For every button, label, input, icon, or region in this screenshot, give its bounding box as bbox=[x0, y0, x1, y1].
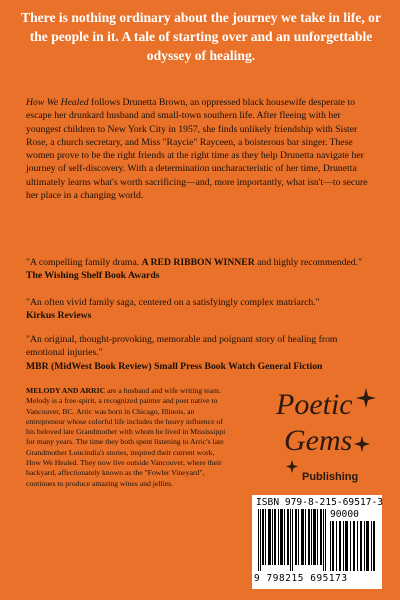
author-bio bbox=[26, 386, 231, 489]
review-quote-end: and highly recommended." bbox=[254, 257, 363, 268]
review-source: Kirkus Reviews bbox=[26, 310, 92, 322]
publisher-line2: Gems bbox=[284, 424, 353, 457]
review-source: MBR (MidWest Book Review) Small Press Book Watch General Fiction bbox=[26, 360, 323, 372]
barcode-digits: 9 798215 695173 bbox=[254, 573, 348, 584]
review-quote-start: "An often vivid family saga, centered on a satisfyingly complex matriarch." bbox=[26, 297, 320, 308]
book-title: How We Healed bbox=[26, 97, 89, 108]
review-2 bbox=[26, 296, 376, 323]
review-emphasis: A RED RIBBON WINNER bbox=[141, 257, 255, 268]
blurb-text: follows Drunetta Brown, an oppressed black housewife desperate to escape her drunkard husband and small-town southern life. After fleeing with her youngest children to New York City in 1957, she finds unlikely friendship with Sister Rose, a church secretary, and Miss "Raycie" Rayceen, a boisterous bar singer. These women prove to be the right friends at the right time as they help Drunetta navigate her journey of self-discovery. With a determination uncharacteristic of her time, Drunetta ultimately learns what's worth sacrificing—and, more importantly, what isn't—to secure her place in a changing world. bbox=[26, 97, 368, 202]
bio-text: are a husband and wife writing team. Melody is a free-spirit, a recognized painter and poet native to Vancouver, BC. Arric was born in Chicago, Illinois, an entrepreneur whose colorful life includes the heavy influence of his beloved late Grandmother with whom he lived in Mississippi for many years. The time they both spent listening to Arric's late Grandmother Loucindia's stories, inspired their current work, How We Healed. They now live outside Vancouver, where their backyard, affectionately known as the "Fowler Vineyard", continues to produce amazing wines and jellies. bbox=[26, 386, 226, 488]
barcode-box bbox=[252, 495, 382, 589]
publisher-logo bbox=[262, 380, 380, 490]
price-code: 90000 bbox=[330, 509, 359, 520]
barcode-bars bbox=[258, 509, 326, 571]
publisher-line3: Publishing bbox=[302, 471, 359, 483]
publisher-line1: Poetic bbox=[276, 388, 353, 421]
review-quote-start: "A compelling family drama. bbox=[26, 257, 142, 268]
review-source: The Wishing Shelf Book Awards bbox=[26, 270, 160, 282]
tagline: There is nothing ordinary about the journey we take in life, or the people in it. A tale of starting over and an unforgettable odyssey of healing. bbox=[21, 10, 381, 63]
price-barcode-bars bbox=[330, 521, 376, 571]
author-names: MELODY AND ARRIC bbox=[26, 386, 106, 395]
review-1 bbox=[26, 256, 376, 283]
isbn-label: ISBN 979-8-215-69517-3 bbox=[256, 497, 384, 508]
book-blurb bbox=[26, 96, 376, 202]
review-3 bbox=[26, 333, 376, 373]
review-quote-start: "An original, thought-provoking, memorable and poignant story of healing from emotional injuries." bbox=[26, 334, 338, 359]
